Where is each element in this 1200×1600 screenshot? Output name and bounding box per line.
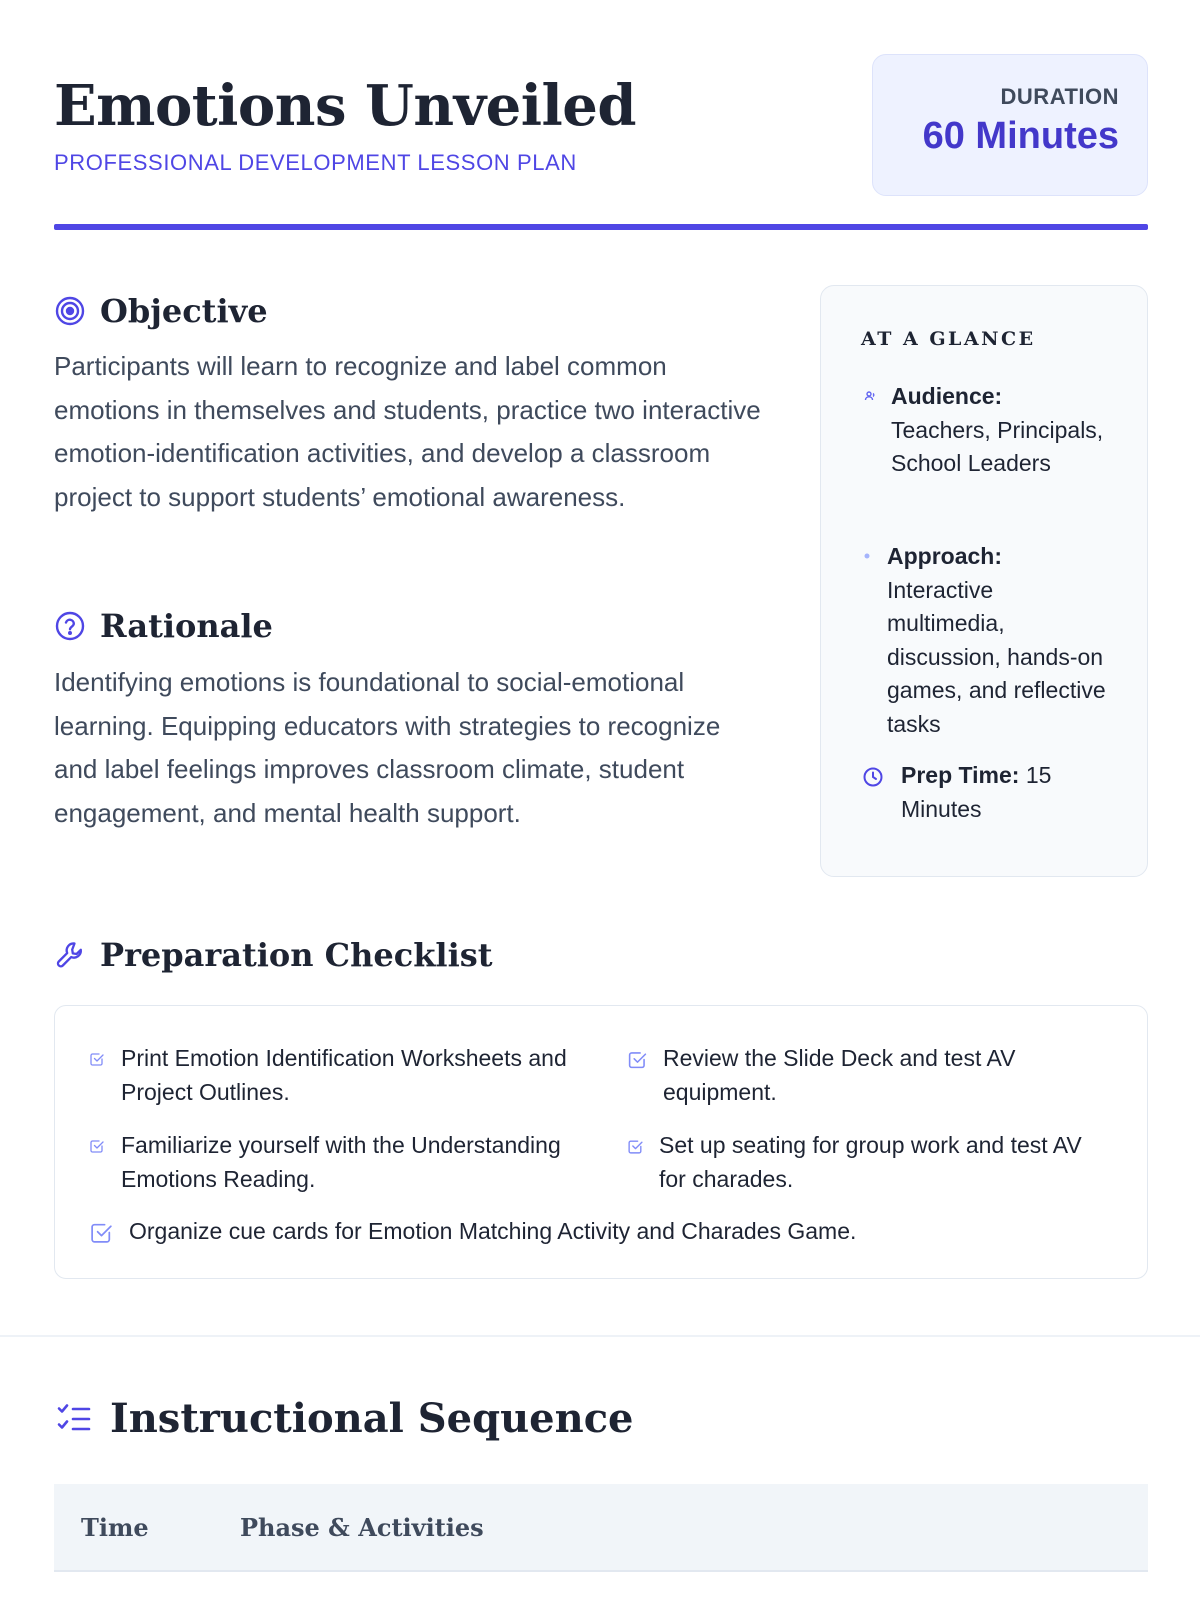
checklist-item[interactable] xyxy=(89,1129,569,1196)
page-subtitle: PROFESSIONAL DEVELOPMENT LESSON PLAN xyxy=(54,150,577,175)
glance-audience-text xyxy=(891,380,1113,481)
rationale-heading xyxy=(54,606,273,646)
duration-label: DURATION xyxy=(1000,84,1119,109)
glance-item-prep-time xyxy=(861,759,1113,826)
glance-audience-label: Audience: xyxy=(891,383,1003,409)
section-divider xyxy=(0,1335,1200,1337)
glance-approach-value: Interactive multimedia, discussion, hands-on games, and reflective tasks xyxy=(887,576,1106,737)
checklist-item[interactable] xyxy=(89,1042,569,1109)
column-header-phase: Phase & Activities xyxy=(240,1513,484,1542)
duration-badge xyxy=(872,54,1148,196)
checkbox-icon xyxy=(627,1129,645,1196)
sequence-heading xyxy=(54,1395,634,1443)
at-a-glance-panel xyxy=(820,285,1148,877)
objective-text: Participants will learn to recognize and label common emotions in themselves and students, practice two interactive emotion-identification activities, and develop a classroom project to support students’ emotional awareness. xyxy=(54,351,761,512)
checkbox-icon xyxy=(89,1215,115,1249)
preparation-title: Preparation Checklist xyxy=(100,936,493,974)
question-circle-icon xyxy=(54,610,86,642)
wrench-icon xyxy=(54,939,86,971)
checkbox-icon xyxy=(627,1042,649,1109)
rationale-title: Rationale xyxy=(100,607,273,645)
objective-title: Objective xyxy=(100,292,268,330)
duration-value: 60 Minutes xyxy=(922,115,1119,157)
page-title: Emotions Unveiled xyxy=(54,73,637,139)
glance-audience-value: Teachers, Principals, School Leaders xyxy=(891,416,1104,476)
page-header xyxy=(54,54,1148,230)
glance-approach-label: Approach: xyxy=(887,543,1002,569)
preparation-heading xyxy=(54,935,493,975)
checklist-item-text: Familiarize yourself with the Understanding Emotions Reading. xyxy=(121,1132,561,1192)
checklist-item-text: Set up seating for group work and test AV for charades. xyxy=(659,1132,1082,1192)
objective-heading xyxy=(54,291,268,331)
glance-prep-label: Prep Time: xyxy=(901,762,1020,788)
sequence-table-header xyxy=(54,1484,1148,1572)
checklist-item[interactable] xyxy=(627,1042,1107,1109)
glance-item-audience xyxy=(861,380,1113,481)
glance-approach-text xyxy=(887,540,1113,741)
checklist-item[interactable] xyxy=(89,1215,1109,1249)
header-divider xyxy=(54,224,1148,230)
dot-icon xyxy=(861,540,873,741)
checklist-item[interactable] xyxy=(627,1129,1107,1196)
glance-item-approach xyxy=(861,540,1113,741)
column-header-time: Time xyxy=(81,1513,149,1542)
glance-prep-value: 15 Minutes xyxy=(901,762,1052,822)
list-checks-icon xyxy=(54,1399,94,1439)
checklist-item-text: Review the Slide Deck and test AV equipment. xyxy=(663,1045,1016,1105)
checkbox-icon xyxy=(89,1042,107,1109)
checklist-item-text: Organize cue cards for Emotion Matching Activity and Charades Game. xyxy=(129,1218,857,1244)
clock-icon xyxy=(861,759,885,826)
preparation-checklist xyxy=(54,1005,1148,1279)
glance-prep-text xyxy=(901,759,1113,826)
target-icon xyxy=(54,295,86,327)
users-icon xyxy=(861,380,879,481)
checklist-item-text: Print Emotion Identification Worksheets and Project Outlines. xyxy=(121,1045,567,1105)
checkbox-icon xyxy=(89,1129,107,1196)
sequence-title: Instructional Sequence xyxy=(110,1395,634,1442)
rationale-text: Identifying emotions is foundational to social-emotional learning. Equipping educators with strategies to recognize and label feelings improves classroom climate, student engagement, and mental health support. xyxy=(54,667,721,828)
glance-title: AT A GLANCE xyxy=(861,328,1036,350)
